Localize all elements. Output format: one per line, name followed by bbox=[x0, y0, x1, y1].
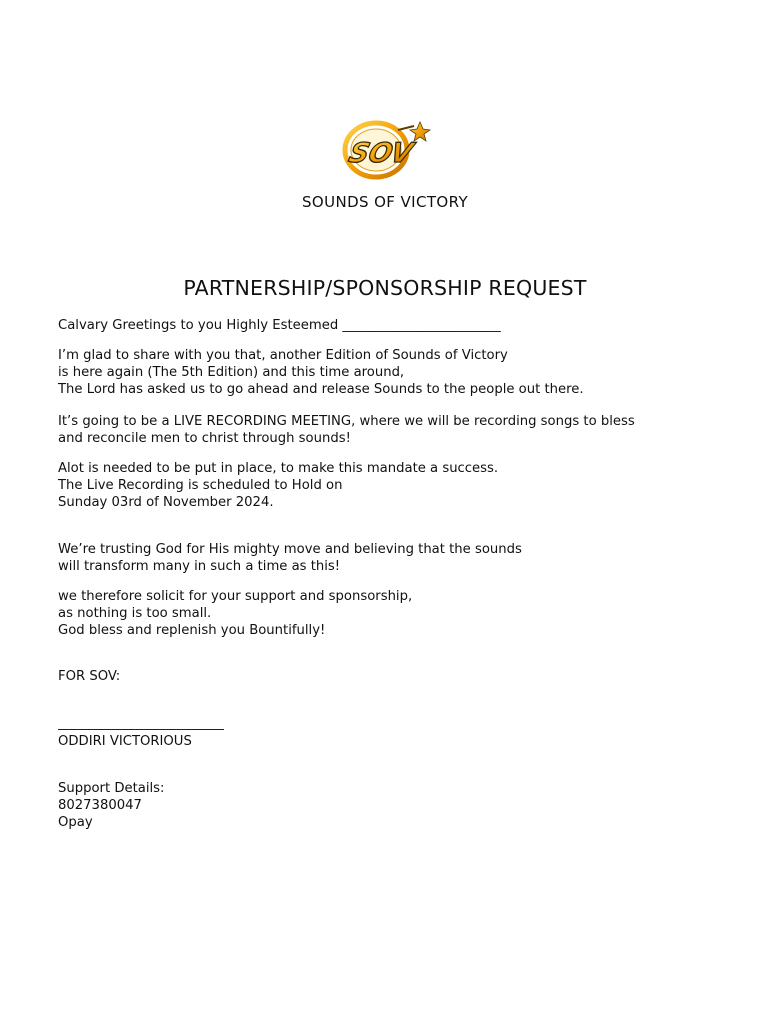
document-title: PARTNERSHIP/SPONSORSHIP REQUEST bbox=[183, 276, 587, 300]
organization-name: SOUNDS OF VICTORY bbox=[301, 193, 469, 211]
paragraph-line: and reconcile men to christ through sounds! bbox=[58, 431, 351, 446]
paragraph-solicit bbox=[58, 588, 738, 639]
signatory-name: ODDIRI VICTORIOUS bbox=[58, 734, 192, 749]
paragraph-line: I’m glad to share with you that, another Edition of Sounds of Victory bbox=[58, 348, 508, 363]
paragraph-line: The Live Recording is scheduled to Hold on bbox=[58, 478, 343, 493]
sign-off bbox=[58, 668, 738, 685]
greeting bbox=[58, 317, 738, 334]
account-number: 8027380047 bbox=[58, 798, 142, 813]
paragraph-line: will transform many in such a time as this! bbox=[58, 559, 341, 574]
paragraph-line: God bless and replenish you Bountifully! bbox=[58, 623, 326, 638]
paragraph-line: We’re trusting God for His mighty move and believing that the sounds bbox=[58, 542, 522, 557]
paragraph-live-recording bbox=[58, 413, 738, 447]
paragraph-line: It’s going to be a LIVE RECORDING MEETING, where we will be recording songs to bless bbox=[58, 414, 635, 429]
paragraph-edition bbox=[58, 347, 738, 398]
paragraph-line: Sunday 03rd of November 2024. bbox=[58, 495, 274, 510]
paragraph-line: The Lord has asked us to go ahead and release Sounds to the people out there. bbox=[58, 382, 584, 397]
paragraph-line: Alot is needed to be put in place, to make this mandate a success. bbox=[58, 461, 499, 476]
paragraph-schedule bbox=[58, 460, 738, 511]
support-details bbox=[58, 780, 738, 831]
paragraph-line: as nothing is too small. bbox=[58, 606, 212, 621]
sov-logo bbox=[336, 112, 432, 184]
logo-lettering: SOV bbox=[345, 138, 416, 169]
paragraph-trust bbox=[58, 541, 738, 575]
paragraph-line: we therefore solicit for your support and sponsorship, bbox=[58, 589, 413, 604]
sign-off-label: FOR SOV: bbox=[58, 669, 121, 684]
bank-name: Opay bbox=[58, 815, 93, 830]
signatory-block bbox=[58, 733, 738, 750]
signature-line bbox=[58, 729, 224, 730]
paragraph-line: is here again (The 5th Edition) and this time around, bbox=[58, 365, 405, 380]
greeting-line: Calvary Greetings to you Highly Esteemed ________________________ bbox=[58, 318, 501, 333]
support-heading: Support Details: bbox=[58, 781, 165, 796]
